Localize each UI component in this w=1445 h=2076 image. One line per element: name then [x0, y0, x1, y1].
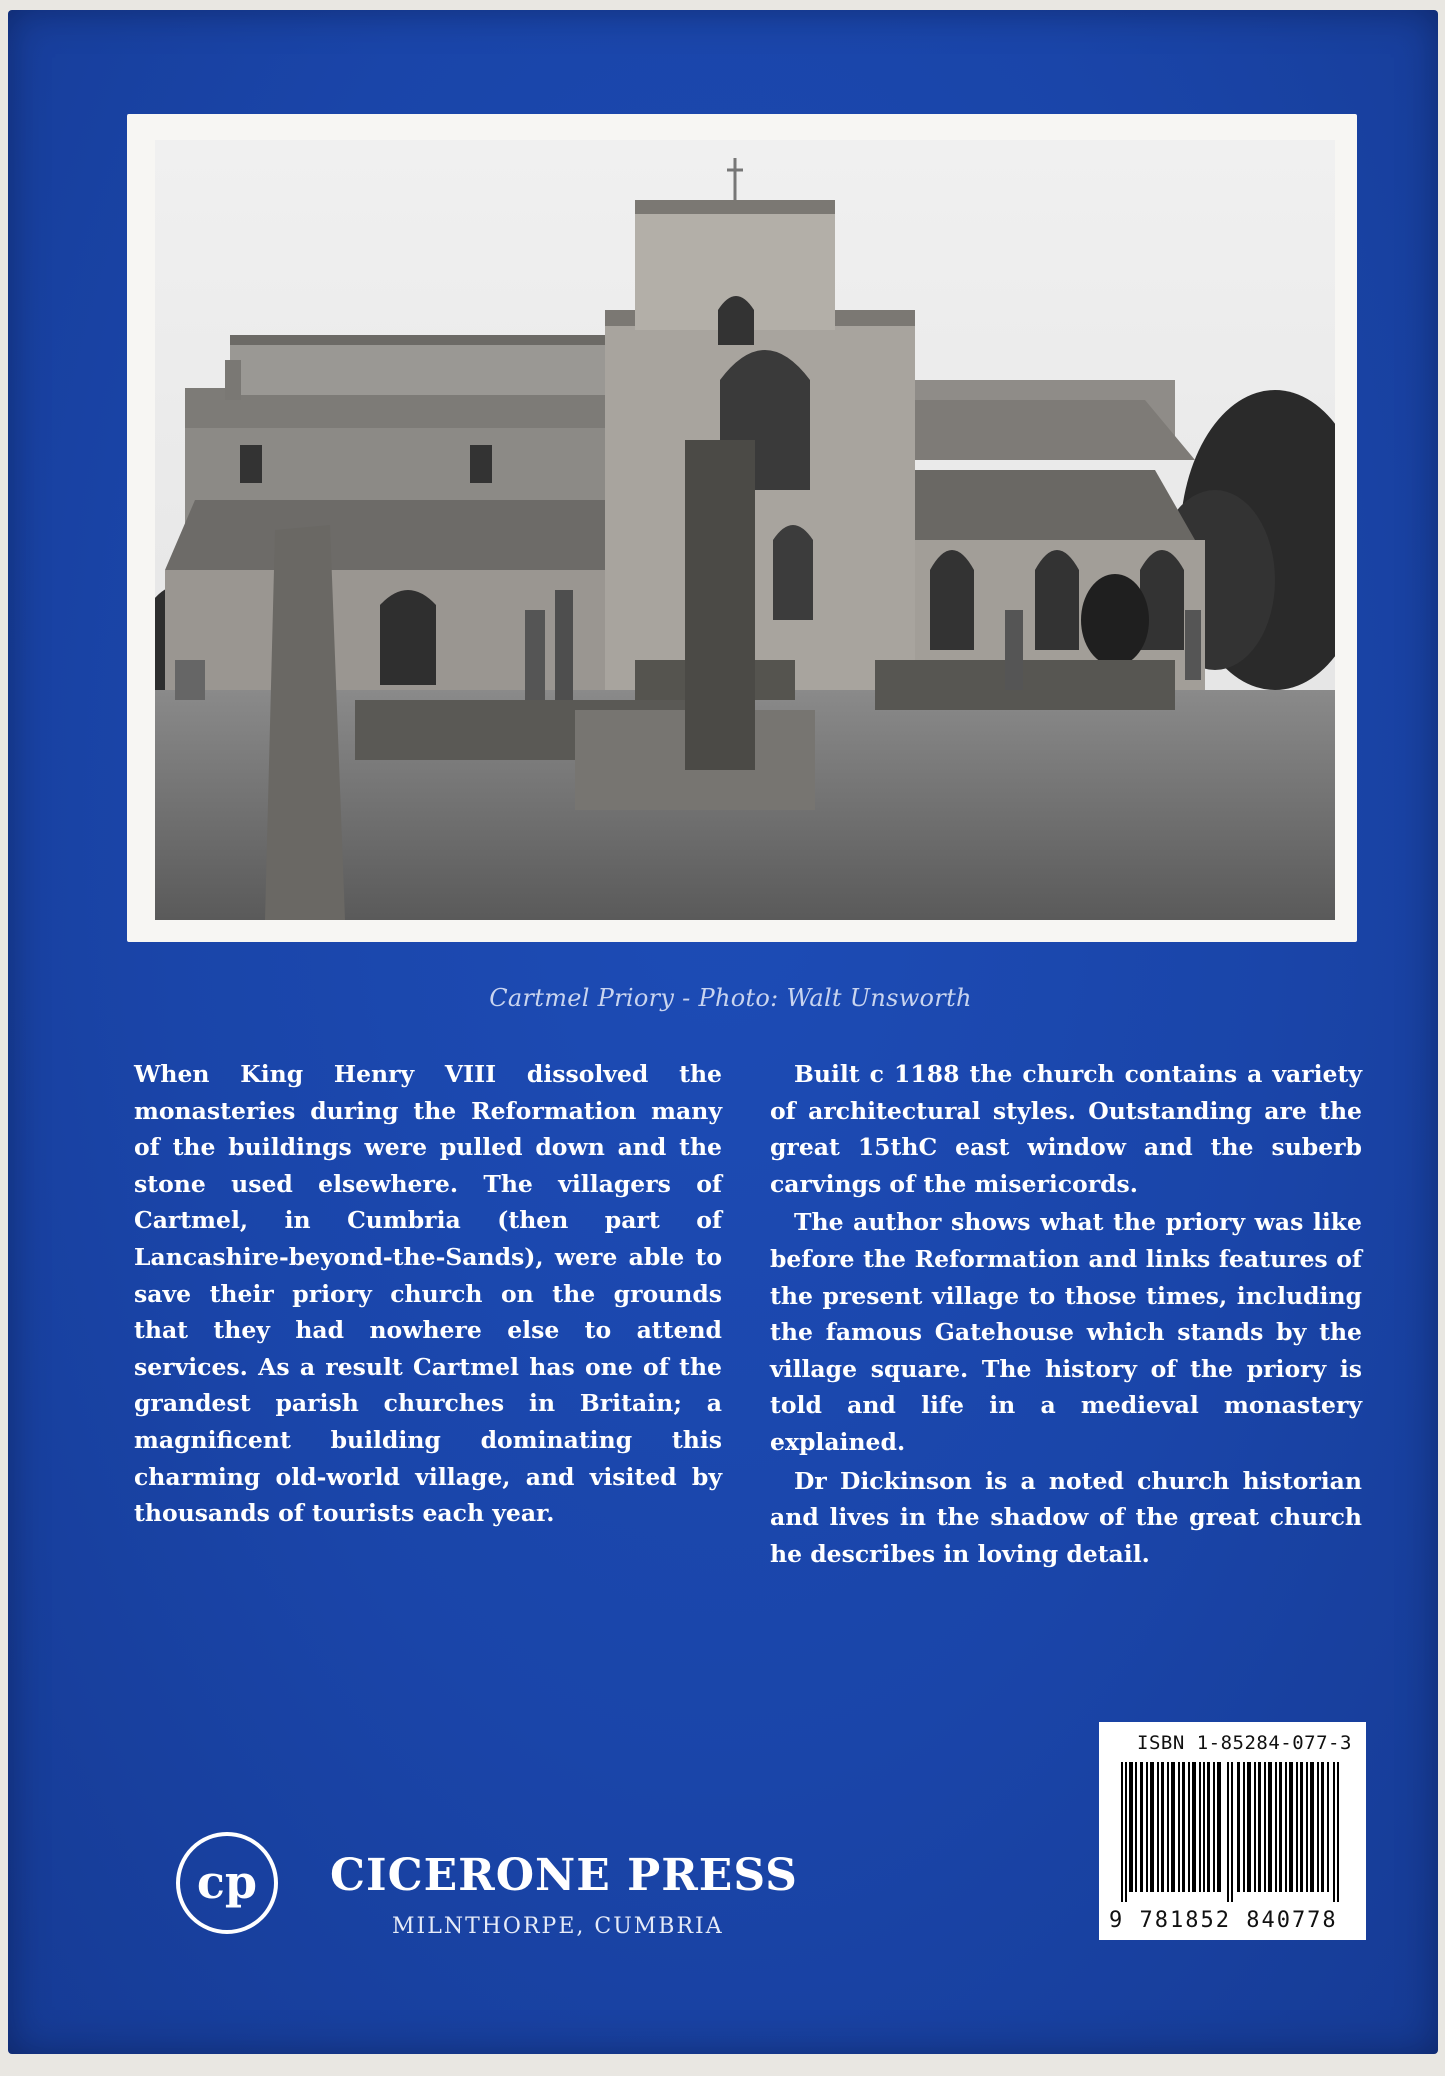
logo-lettering: cp — [196, 1855, 258, 1909]
barcode-panel — [1099, 1722, 1366, 1940]
book-back-cover — [8, 10, 1438, 2054]
photo-caption: Cartmel Priory - Photo: Walt Unsworth — [489, 984, 972, 1012]
ean-number: 9 781852 840778 — [1109, 1908, 1338, 1933]
blurb-paragraph: Built c 1188 the church contains a variety of architectural styles. Outstanding are the great 15thC east window and the suberb carvings of the misericords. — [770, 1060, 1362, 1198]
priory-photo-drawing — [155, 140, 1335, 920]
publisher-name: CICERONE PRESS — [330, 1850, 798, 1901]
barcode-icon — [1121, 1762, 1345, 1902]
blurb-paragraph: Dr Dickinson is a noted church historian and lives in the shadow of the great church he describes in loving detail. — [770, 1466, 1362, 1568]
isbn-number: ISBN 1-85284-077-3 — [1137, 1732, 1352, 1754]
publisher-place: MILNTHORPE, CUMBRIA — [392, 1914, 724, 1939]
blurb-paragraph: When King Henry VIII dissolved the monasteries during the Reformation many of the buildings were pulled down and the stone used elsewhere. The villagers of Cartmel, in Cumbria (then part of Lancashire-beyond-the-Sands), were able to save their priory church on the grounds that they had nowhere else to attend services. As a result Cartmel has one of the grandest parish churches in Britain; a magnificent building dominating this charming old-world village, and visited by thousands of tourists each year. — [134, 1060, 722, 1528]
blurb-left-column — [134, 1056, 722, 1534]
photo-frame — [127, 114, 1357, 942]
blurb-paragraph: The author shows what the priory was like before the Reformation and links features of the present village to those times, including the famous Gatehouse which stands by the village square. The history of the priory is told and life in a medieval monastery explained. — [770, 1208, 1362, 1456]
priory-photo — [155, 140, 1335, 920]
blurb-right-column — [770, 1056, 1362, 1574]
cicerone-logo-icon — [174, 1830, 280, 1936]
